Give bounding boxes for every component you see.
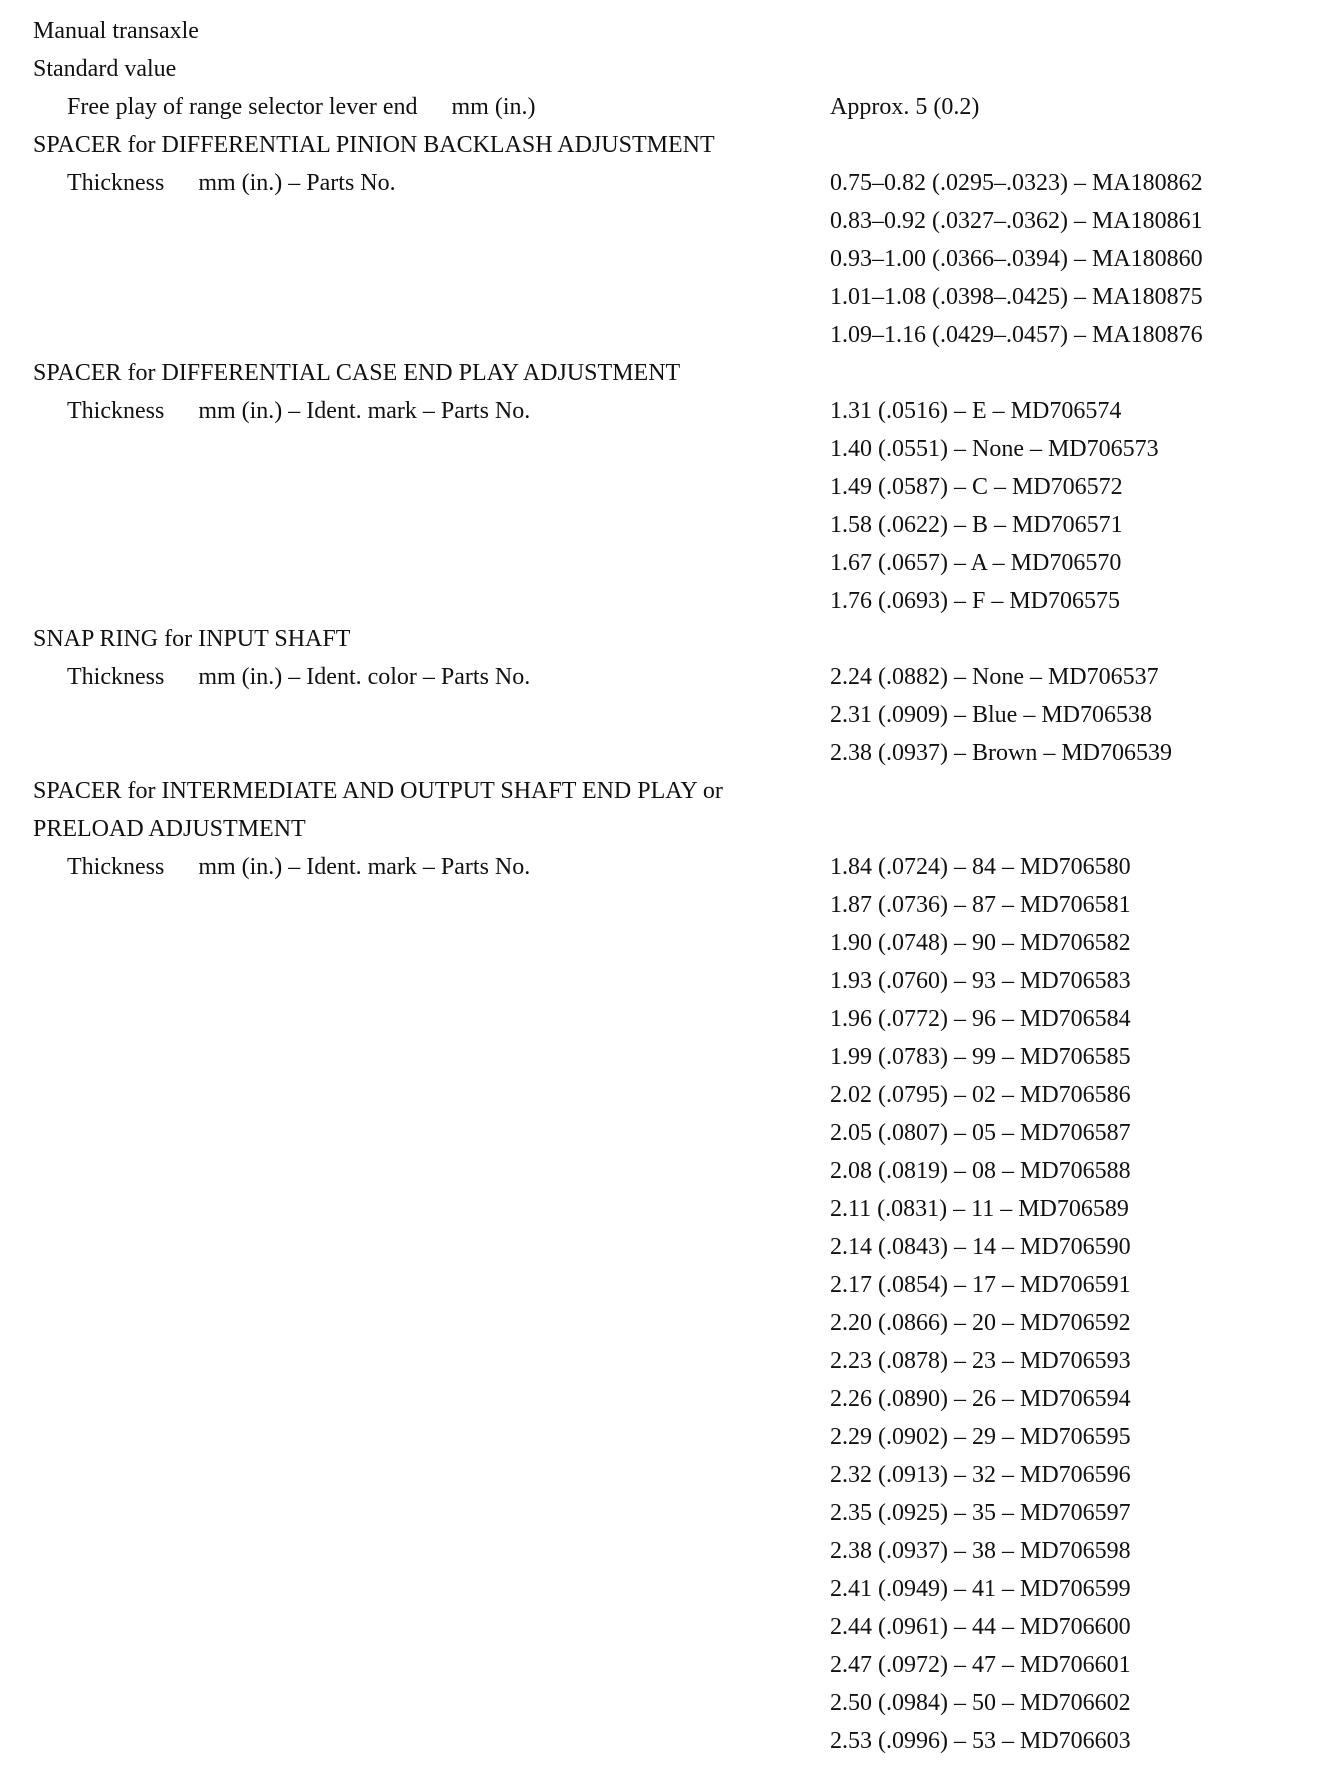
snap-ring-value: 2.31 (.0909) – Blue – MD706538 [830,702,1152,728]
output-spacer-value: 2.44 (.0961) – 44 – MD706600 [830,1614,1131,1640]
snap-ring-spec: mm (in.) – Ident. color – Parts No. [198,664,531,690]
pinion-spacer-heading: SPACER for DIFFERENTIAL PINION BACKLASH ADJUSTMENT [33,132,715,158]
pinion-spacer-value: 0.75–0.82 (.0295–.0323) – MA180862 [830,170,1203,196]
pinion-spacer-value: 1.01–1.08 (.0398–.0425) – MA180875 [830,284,1203,310]
output-spacer-value: 2.02 (.0795) – 02 – MD706586 [830,1082,1131,1108]
output-spacer-value: 2.11 (.0831) – 11 – MD706589 [830,1196,1129,1222]
output-spacer-label-row [67,852,530,882]
output-spacer-value: 1.96 (.0772) – 96 – MD706584 [830,1006,1131,1032]
output-spacer-value: 1.87 (.0736) – 87 – MD706581 [830,892,1131,918]
case-spacer-value: 1.40 (.0551) – None – MD706573 [830,436,1159,462]
output-spacer-spec: mm (in.) – Ident. mark – Parts No. [198,854,531,880]
pinion-spacer-value: 0.83–0.92 (.0327–.0362) – MA180861 [830,208,1203,234]
output-spacer-value: 1.84 (.0724) – 84 – MD706580 [830,854,1131,880]
pinion-spacer-label: Thickness [67,170,165,196]
snap-ring-value: 2.38 (.0937) – Brown – MD706539 [830,740,1172,766]
output-spacer-value: 2.29 (.0902) – 29 – MD706595 [830,1424,1131,1450]
output-spacer-value: 2.23 (.0878) – 23 – MD706593 [830,1348,1131,1374]
output-spacer-value: 2.41 (.0949) – 41 – MD706599 [830,1576,1131,1602]
output-spacer-value: 2.26 (.0890) – 26 – MD706594 [830,1386,1131,1412]
case-spacer-label-row [67,396,530,426]
output-spacer-value: 2.53 (.0996) – 53 – MD706603 [830,1728,1131,1754]
output-spacer-value: 2.50 (.0984) – 50 – MD706602 [830,1690,1131,1716]
case-spacer-label: Thickness [67,398,165,424]
output-spacer-label: Thickness [67,854,165,880]
standard-value-heading: Standard value [33,56,177,82]
free-play-row-label [67,92,536,122]
case-spacer-value: 1.58 (.0622) – B – MD706571 [830,512,1123,538]
free-play-label: Free play of range selector lever end [67,94,418,120]
case-spacer-value: 1.49 (.0587) – C – MD706572 [830,474,1123,500]
snap-ring-label: Thickness [67,664,165,690]
snap-ring-value: 2.24 (.0882) – None – MD706537 [830,664,1159,690]
output-spacer-value: 2.05 (.0807) – 05 – MD706587 [830,1120,1131,1146]
output-spacer-value: 2.32 (.0913) – 32 – MD706596 [830,1462,1131,1488]
pinion-spacer-label-row [67,168,396,198]
output-spacer-value: 1.90 (.0748) – 90 – MD706582 [830,930,1131,956]
output-spacer-value: 2.17 (.0854) – 17 – MD706591 [830,1272,1131,1298]
output-spacer-heading-1: SPACER for INTERMEDIATE AND OUTPUT SHAFT END PLAY or [33,778,723,804]
free-play-value: Approx. 5 (0.2) [830,94,980,120]
snap-ring-heading: SNAP RING for INPUT SHAFT [33,626,351,652]
snap-ring-label-row [67,662,530,692]
case-spacer-value: 1.31 (.0516) – E – MD706574 [830,398,1122,424]
case-spacer-value: 1.76 (.0693) – F – MD706575 [830,588,1121,614]
pinion-spacer-value: 1.09–1.16 (.0429–.0457) – MA180876 [830,322,1203,348]
output-spacer-heading-2: PRELOAD ADJUSTMENT [33,816,306,842]
case-spacer-heading: SPACER for DIFFERENTIAL CASE END PLAY ADJUSTMENT [33,360,681,386]
output-spacer-value: 2.08 (.0819) – 08 – MD706588 [830,1158,1131,1184]
case-spacer-spec: mm (in.) – Ident. mark – Parts No. [198,398,531,424]
output-spacer-value: 1.99 (.0783) – 99 – MD706585 [830,1044,1131,1070]
output-spacer-value: 2.38 (.0937) – 38 – MD706598 [830,1538,1131,1564]
output-spacer-value: 2.20 (.0866) – 20 – MD706592 [830,1310,1131,1336]
output-spacer-value: 2.35 (.0925) – 35 – MD706597 [830,1500,1131,1526]
pinion-spacer-spec: mm (in.) – Parts No. [198,170,396,196]
output-spacer-value: 1.93 (.0760) – 93 – MD706583 [830,968,1131,994]
free-play-unit: mm (in.) [451,94,536,120]
output-spacer-value: 2.47 (.0972) – 47 – MD706601 [830,1652,1131,1678]
pinion-spacer-value: 0.93–1.00 (.0366–.0394) – MA180860 [830,246,1203,272]
page-title: Manual transaxle [33,18,199,44]
case-spacer-value: 1.67 (.0657) – A – MD706570 [830,550,1122,576]
output-spacer-value: 2.14 (.0843) – 14 – MD706590 [830,1234,1131,1260]
